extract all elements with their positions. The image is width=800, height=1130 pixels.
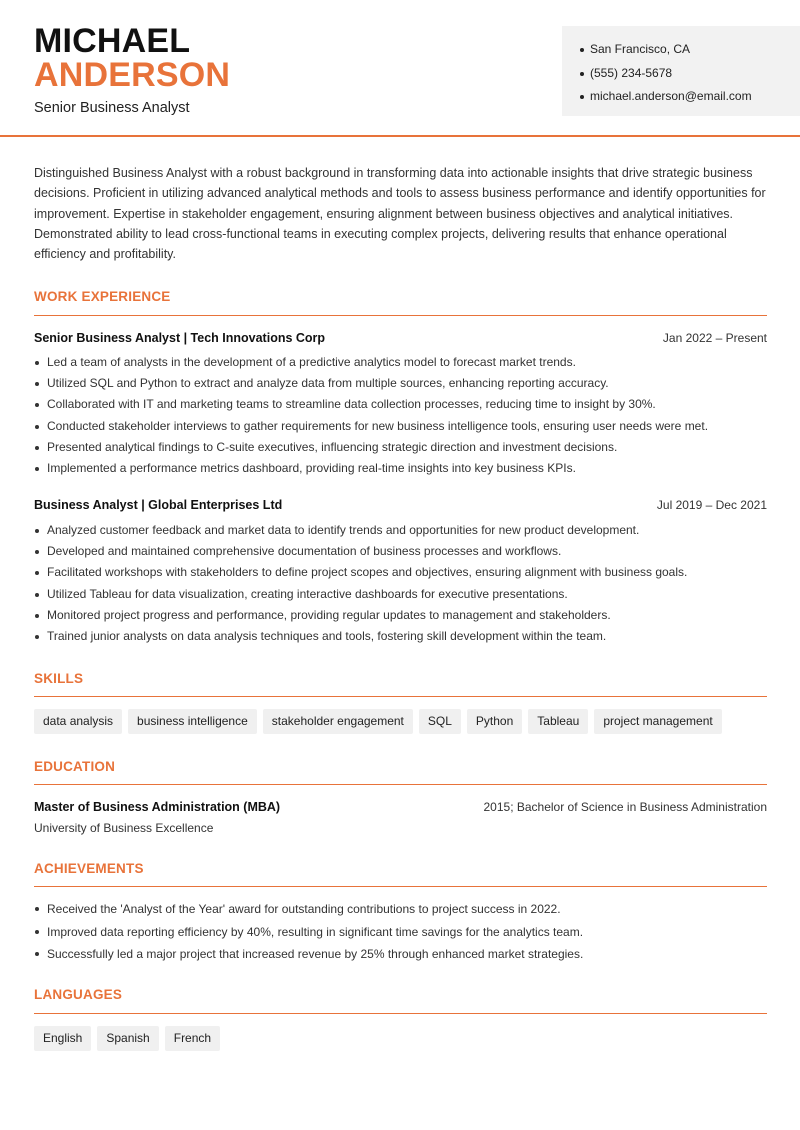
list-item: Received the 'Analyst of the Year' award for outstanding contributions to project success in 2022. bbox=[34, 898, 774, 921]
skill-tag: business intelligence bbox=[128, 709, 257, 734]
section-divider bbox=[34, 315, 767, 316]
languages-tags bbox=[34, 1026, 220, 1051]
language-tag: Spanish bbox=[97, 1026, 158, 1051]
section-title-achievements: ACHIEVEMENTS bbox=[34, 861, 144, 876]
list-item: Collaborated with IT and marketing teams to streamline data collection processes, reducing time to insight by 30%. bbox=[34, 394, 774, 415]
section-title-work: WORK EXPERIENCE bbox=[34, 289, 171, 304]
list-item: Trained junior analysts on data analysis techniques and tools, fostering skill development within the team. bbox=[34, 626, 774, 647]
list-item: Presented analytical findings to C-suite executives, influencing strategic direction and investment decisions. bbox=[34, 437, 774, 458]
education-header bbox=[34, 799, 767, 815]
list-item: Implemented a performance metrics dashboard, providing real-time insights into key business KPIs. bbox=[34, 458, 774, 479]
contact-box bbox=[562, 26, 800, 116]
last-name: ANDERSON bbox=[34, 56, 231, 94]
resume-header bbox=[0, 0, 800, 137]
education-degree: Master of Business Administration (MBA) bbox=[34, 800, 281, 814]
list-item: Utilized Tableau for data visualization, creating interactive dashboards for executive presentations. bbox=[34, 584, 774, 605]
job-header bbox=[34, 330, 767, 346]
list-item: Utilized SQL and Python to extract and analyze data from multiple sources, enhancing reporting accuracy. bbox=[34, 373, 774, 394]
contact-phone: (555) 234-5678 bbox=[582, 62, 800, 86]
language-tag: French bbox=[165, 1026, 220, 1051]
job-bullets bbox=[34, 352, 774, 479]
section-divider bbox=[34, 886, 767, 887]
job-role: Senior Business Analyst | Tech Innovations Corp bbox=[34, 331, 326, 345]
section-title-education: EDUCATION bbox=[34, 759, 116, 774]
list-item: Facilitated workshops with stakeholders to define project scopes and objectives, ensuring alignment with business goals. bbox=[34, 562, 774, 583]
job-role: Business Analyst | Global Enterprises Ltd bbox=[34, 498, 283, 512]
education-details: 2015; Bachelor of Science in Business Administration bbox=[483, 800, 767, 814]
list-item: Analyzed customer feedback and market data to identify trends and opportunities for new product development. bbox=[34, 520, 774, 541]
section-divider bbox=[34, 784, 767, 785]
education-school: University of Business Excellence bbox=[34, 821, 214, 835]
job-bullets bbox=[34, 520, 774, 647]
skill-tag: project management bbox=[594, 709, 721, 734]
summary: Distinguished Business Analyst with a robust background in transforming data into actionable insights that drive strategic business decisions. Proficient in utilizing advanced analytical methods and tools to assess business performance and identify opportunities for improvement. Expertise in stakeholder engagement, ensuring alignment between business objectives and analytical initiatives. Demonstrated ability to lead cross-functional teams in executing complex projects, delivering results that enhance operational efficiency and profitability. bbox=[34, 166, 766, 262]
job-header bbox=[34, 497, 767, 513]
list-item: Monitored project progress and performance, providing regular updates to management and stakeholders. bbox=[34, 605, 774, 626]
job-dates: Jan 2022 – Present bbox=[662, 331, 767, 345]
list-item: Led a team of analysts in the development of a predictive analytics model to forecast market trends. bbox=[34, 352, 774, 373]
section-divider bbox=[34, 696, 767, 697]
contact-location: San Francisco, CA bbox=[582, 38, 800, 62]
language-tag: English bbox=[34, 1026, 91, 1051]
achievement-bullets bbox=[34, 898, 774, 966]
list-item: Developed and maintained comprehensive documentation of business processes and workflows. bbox=[34, 541, 774, 562]
skills-tags bbox=[34, 709, 722, 734]
job-title: Senior Business Analyst bbox=[34, 100, 190, 116]
first-name: MICHAEL bbox=[34, 22, 191, 60]
list-item: Successfully led a major project that increased revenue by 25% through enhanced market strategies. bbox=[34, 943, 774, 966]
skill-tag: Python bbox=[467, 709, 522, 734]
skill-tag: stakeholder engagement bbox=[263, 709, 413, 734]
section-title-languages: LANGUAGES bbox=[34, 987, 123, 1002]
skill-tag: data analysis bbox=[34, 709, 122, 734]
list-item: Improved data reporting efficiency by 40%, resulting in significant time savings for the analytics team. bbox=[34, 921, 774, 944]
contact-email[interactable]: michael.anderson@email.com bbox=[582, 85, 800, 109]
section-title-skills: SKILLS bbox=[34, 671, 84, 686]
skill-tag: SQL bbox=[419, 709, 461, 734]
section-divider bbox=[34, 1013, 767, 1014]
list-item: Conducted stakeholder interviews to gather requirements for new business intelligence tools, ensuring user needs were met. bbox=[34, 416, 774, 437]
skill-tag: Tableau bbox=[528, 709, 588, 734]
job-dates: Jul 2019 – Dec 2021 bbox=[656, 498, 767, 512]
